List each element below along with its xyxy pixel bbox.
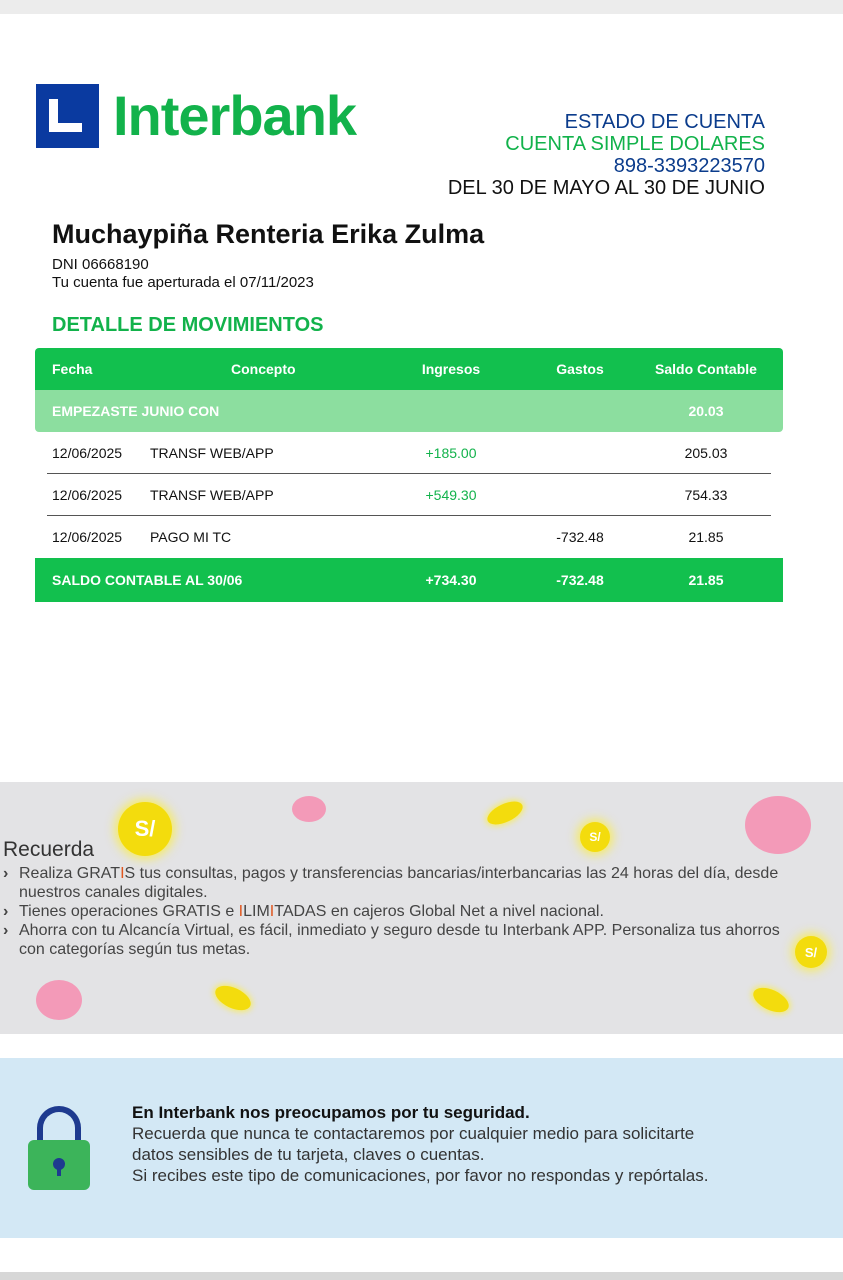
- reminder-item: › Tienes operaciones GRATIS e ILIMITADAS en cajeros Global Net a nivel nacional.: [3, 903, 604, 920]
- row-concepto: PAGO MI TC: [150, 529, 232, 545]
- reminder-banner: [0, 782, 843, 1034]
- lock-icon: [28, 1106, 92, 1190]
- table-row: [35, 516, 783, 558]
- row-saldo: 21.85: [688, 529, 724, 545]
- header-ingresos: Ingresos: [421, 361, 481, 377]
- coin-icon: [212, 981, 255, 1015]
- client-name: Muchaypiña Renteria Erika Zulma: [52, 219, 485, 249]
- table-header: [35, 348, 783, 390]
- header-gastos: Gastos: [556, 361, 604, 377]
- bullet-icon: ›: [3, 903, 9, 920]
- opening-balance-row: [35, 390, 783, 432]
- reminder-item: › Realiza GRATIS tus consultas, pagos y transferencias bancarias/interbancarias las 24 horas del día, desde nuestros canales digitales.: [3, 865, 779, 901]
- header-concepto: Concepto: [231, 361, 296, 377]
- security-message: [132, 1102, 708, 1186]
- row-saldo: 205.03: [684, 445, 728, 461]
- reminder-list: [3, 864, 803, 959]
- security-line: Recuerda que nunca te contactaremos por cualquier medio para solicitarte: [132, 1124, 695, 1143]
- row-ingresos: +549.30: [425, 487, 477, 503]
- closing-balance-row: [35, 558, 783, 602]
- security-banner: [0, 1058, 843, 1238]
- row-concepto: TRANSF WEB/APP: [150, 445, 274, 461]
- section-title: DETALLE DE MOVIMIENTOS: [52, 314, 324, 336]
- row-fecha: 12/06/2025: [52, 529, 123, 545]
- total-gastos: -732.48: [556, 572, 604, 588]
- row-concepto: TRANSF WEB/APP: [150, 487, 274, 503]
- header-fecha: Fecha: [52, 361, 93, 377]
- security-title: En Interbank nos preocupamos por tu seguridad.: [132, 1103, 530, 1122]
- total-ingresos: +734.30: [425, 572, 477, 588]
- piggy-bank-icon: [745, 796, 811, 854]
- coin-icon: S/: [118, 802, 172, 856]
- account-number: 898-3393223570: [613, 155, 765, 177]
- account-product: CUENTA SIMPLE DOLARES: [505, 133, 765, 155]
- row-gastos: -732.48: [556, 529, 604, 545]
- security-line: Si recibes este tipo de comunicaciones, por favor no respondas y repórtalas.: [132, 1166, 709, 1185]
- table-row: [35, 474, 783, 516]
- coin-icon: [750, 983, 793, 1017]
- brand-name: Interbank: [113, 84, 357, 147]
- interbank-logo: [36, 84, 356, 148]
- table-row: [35, 432, 783, 474]
- row-fecha: 12/06/2025: [52, 487, 123, 503]
- security-line: datos sensibles de tu tarjeta, claves o cuentas.: [132, 1145, 485, 1164]
- row-ingresos: +185.00: [425, 445, 477, 461]
- bullet-icon: ›: [3, 865, 9, 882]
- closing-balance-label: SALDO CONTABLE AL 30/06: [52, 572, 243, 588]
- statement-title: ESTADO DE CUENTA: [564, 111, 765, 133]
- row-saldo: 754.33: [684, 487, 728, 503]
- movements-table: [35, 348, 783, 602]
- row-fecha: 12/06/2025: [52, 445, 123, 461]
- interbank-logo-mark: [36, 84, 99, 148]
- opening-balance-value: 20.03: [688, 403, 724, 419]
- reminder-title: Recuerda: [3, 838, 95, 861]
- coin-icon: S/: [795, 936, 827, 968]
- bottom-strip: [0, 1272, 843, 1280]
- opening-balance-label: EMPEZASTE JUNIO CON: [52, 403, 220, 419]
- coin-icon: S/: [580, 822, 610, 852]
- statement-period: DEL 30 DE MAYO AL 30 DE JUNIO: [447, 177, 765, 199]
- header-saldo: Saldo Contable: [655, 361, 757, 377]
- client-info: [52, 219, 484, 291]
- reminder-item: › Ahorra con tu Alcancía Virtual, es fácil, inmediato y seguro desde tu Interbank APP. Personaliza tus ahorros con categorías según tus metas.: [3, 922, 780, 958]
- bullet-icon: ›: [3, 922, 9, 939]
- piggy-bank-icon: [36, 980, 82, 1020]
- account-opening-date: Tu cuenta fue aperturada el 07/11/2023: [52, 274, 314, 291]
- closing-balance-value: 21.85: [688, 572, 724, 588]
- client-dni: DNI 06668190: [52, 256, 149, 273]
- statement-header: [448, 111, 765, 199]
- piggy-bank-icon: [292, 796, 326, 822]
- coin-icon: [484, 797, 526, 829]
